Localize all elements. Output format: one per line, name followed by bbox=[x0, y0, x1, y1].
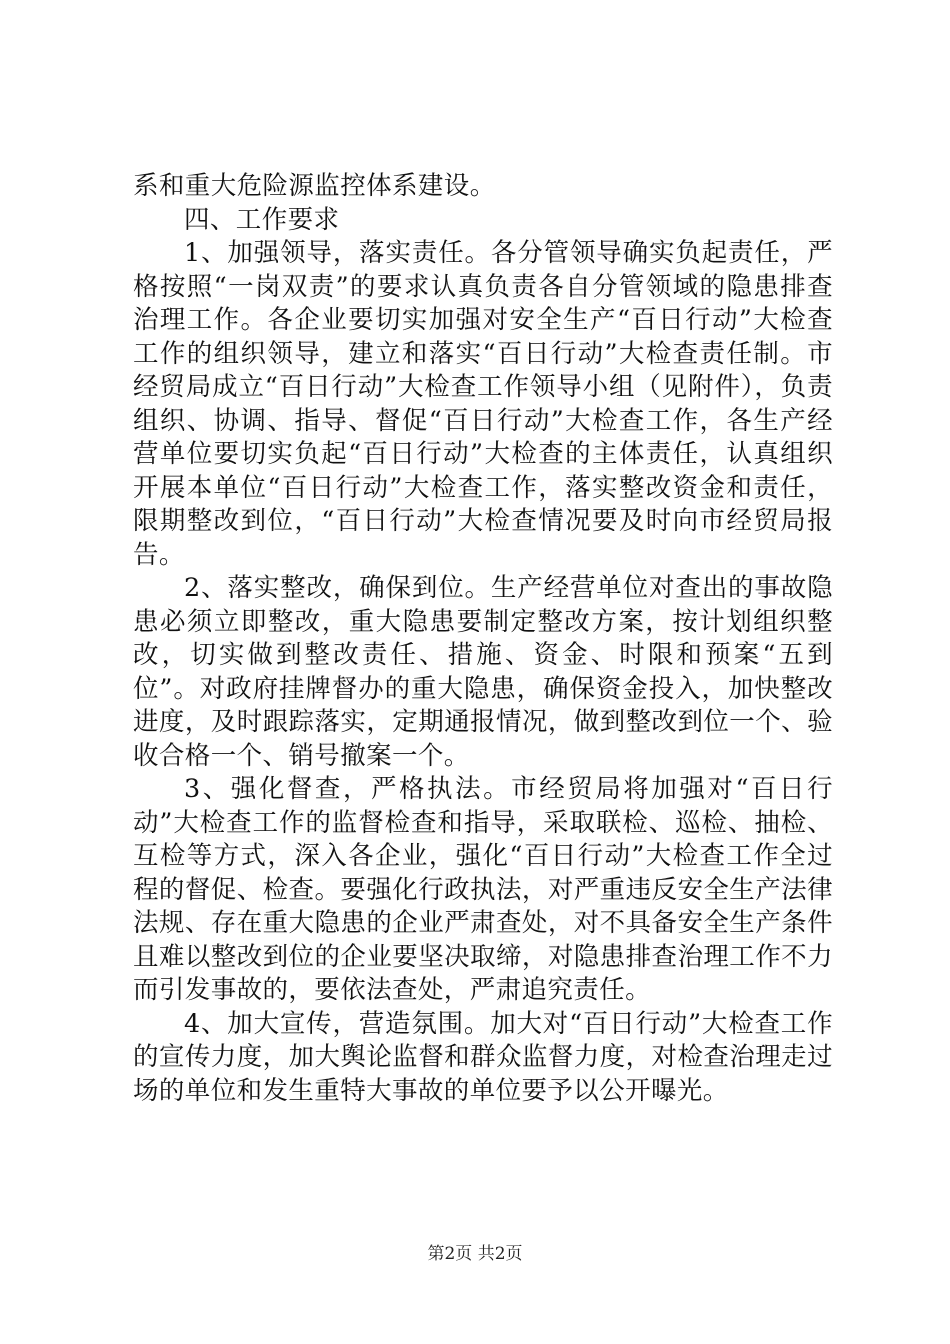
paragraph-continuation: 系和重大危险源监控体系建设。 bbox=[133, 171, 496, 201]
page-number-label: 第2页 共2页 bbox=[427, 1244, 523, 1264]
paragraph-requirement-3: 3、强化督查，严格执法。市经贸局将加强对“百日行动”大检查工作的监督检查和指导，采取联检、巡检、抽检、互检等方式，深入各企业，强化“百日行动”大检查工作全过程的督促、检查。要强化行政执法，对严重违反安全生产法律法规、存在重大隐患的企业严肃查处，对不具备安全生产条件且难以整改到位的企业要坚决取缔，对隐患排查治理工作不力而引发事故的，要依法查处，严肃追究责任。 bbox=[133, 774, 833, 1005]
paragraph-requirement-1: 1、加强领导，落实责任。各分管领导确实负起责任，严格按照“一岗双责”的要求认真负责各自分管领域的隐患排查治理工作。各企业要切实加强对安全生产“百日行动”大检查工作的组织领导，建立和落实“百日行动”大检查责任制。市经贸局成立“百日行动”大检查工作领导小组（见附件），负责组织、协调、指导、督促“百日行动”大检查工作，各生产经营单位要切实负起“百日行动”大检查的主体责任，认真组织开展本单位“百日行动”大检查工作，落实整改资金和责任，限期整改到位，“百日行动”大检查情况要及时向市经贸局报告。 bbox=[133, 238, 833, 570]
paragraph-requirement-2: 2、落实整改，确保到位。生产经营单位对查出的事故隐患必须立即整改，重大隐患要制定整改方案，按计划组织整改，切实做到整改责任、措施、资金、时限和预案“五到位”。对政府挂牌督办的重大隐患，确保资金投入，加快整改进度，及时跟踪落实，定期通报情况，做到整改到位一个、验收合格一个、销号撤案一个。 bbox=[133, 573, 833, 771]
document-body bbox=[133, 170, 833, 1108]
paragraph-requirement-4: 4、加大宣传，营造氛围。加大对“百日行动”大检查工作的宣传力度，加大舆论监督和群众监督力度，对检查治理走过场的单位和发生重特大事故的单位要予以公开曝光。 bbox=[133, 1008, 833, 1106]
page-footer bbox=[0, 1243, 950, 1265]
section-heading-work-requirements: 四、工作要求 bbox=[184, 204, 340, 235]
